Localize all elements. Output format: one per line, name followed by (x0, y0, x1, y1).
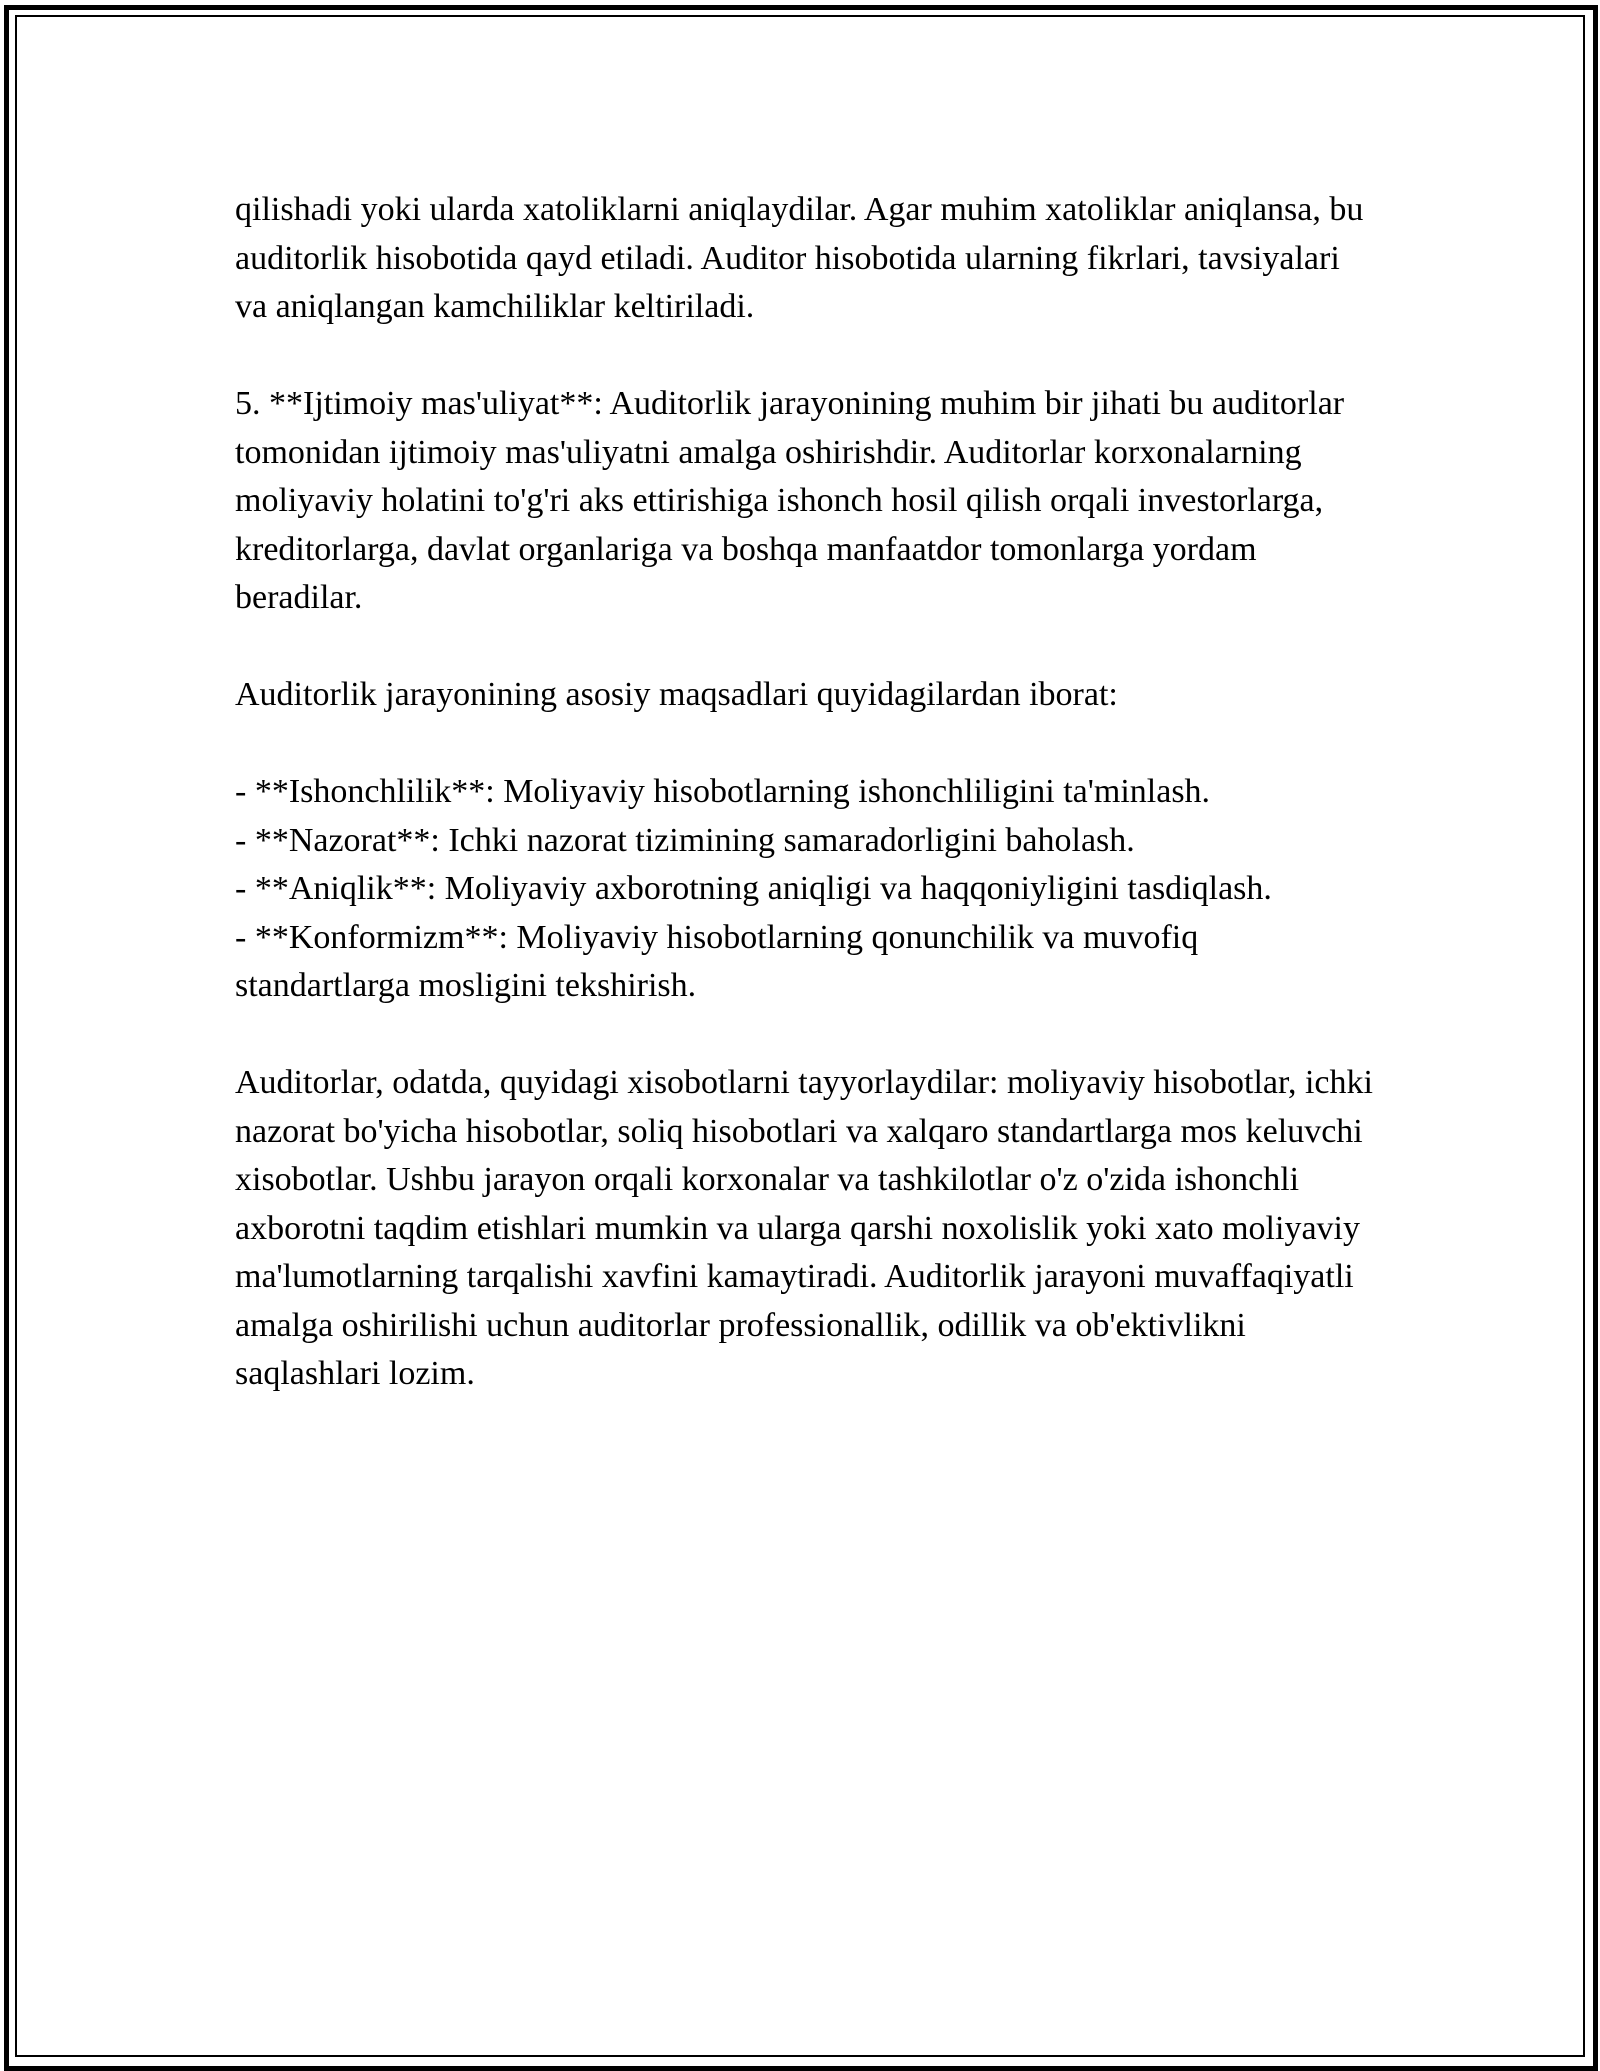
paragraph-report-findings: qilishadi yoki ularda xatoliklarni aniqlaydilar. Agar muhim xatoliklar aniqlansa, bu auditorlik hisobotida qayd etiladi. Auditor hisobotida ularning fikrlari, tavsiyalari va aniqlangan kamchiliklar keltiriladi. (235, 191, 1364, 325)
goals-list (235, 768, 1375, 1011)
list-item: - **Nazorat**: Ichki nazorat tizimining samaradorligini baholash. (235, 821, 1135, 859)
document-body (235, 186, 1375, 1447)
list-item: - **Ishonchlilik**: Moliyaviy hisobotlarning ishonchliligini ta'minlash. (235, 773, 1211, 810)
paragraph-social-responsibility: 5. **Ijtimoiy mas'uliyat**: Auditorlik jarayonining muhim bir jihati bu auditorlar tomonidan ijtimoiy mas'uliyatni amalga oshirishdir. Auditorlar korxonalarning moliyaviy holatini to'g'ri aks ettirishiga ishonch hosil qilish orqali investorlarga, kreditorlarga, davlat organlariga va boshqa manfaatdor tomonlarga yordam beradilar. (235, 385, 1345, 616)
list-item: - **Aniqlik**: Moliyaviy axborotning aniqligi va haqqoniyligini tasdiqlash. (235, 870, 1272, 907)
paragraph-reports-conclusion: Auditorlar, odatda, quyidagi xisobotlarni tayyorlaydilar: moliyaviy hisobotlar, ichki nazorat bo'yicha hisobotlar, soliq hisobotlari va xalqaro standartlarga mos keluvchi xisobotlar. Ushbu jarayon orqali korxonalar va tashkilotlar o'z o'zida ishonchli axborotni taqdim etishlari mumkin va ularga qarshi noxolislik yoki xato moliyaviy ma'lumotlarning tarqalishi xavfini kamaytiradi. Auditorlik jarayoni muvaffaqiyatli amalga oshirilishi uchun auditorlar professionallik, odillik va ob'ektivlikni saqlashlari lozim. (235, 1064, 1373, 1392)
list-item: - **Konformizm**: Moliyaviy hisobotlarning qonunchilik va muvofiq standartlarga mosligini tekshirish. (235, 918, 1199, 1004)
paragraph-goals-intro: Auditorlik jarayonining asosiy maqsadlari quyidagilardan iborat: (235, 676, 1118, 713)
